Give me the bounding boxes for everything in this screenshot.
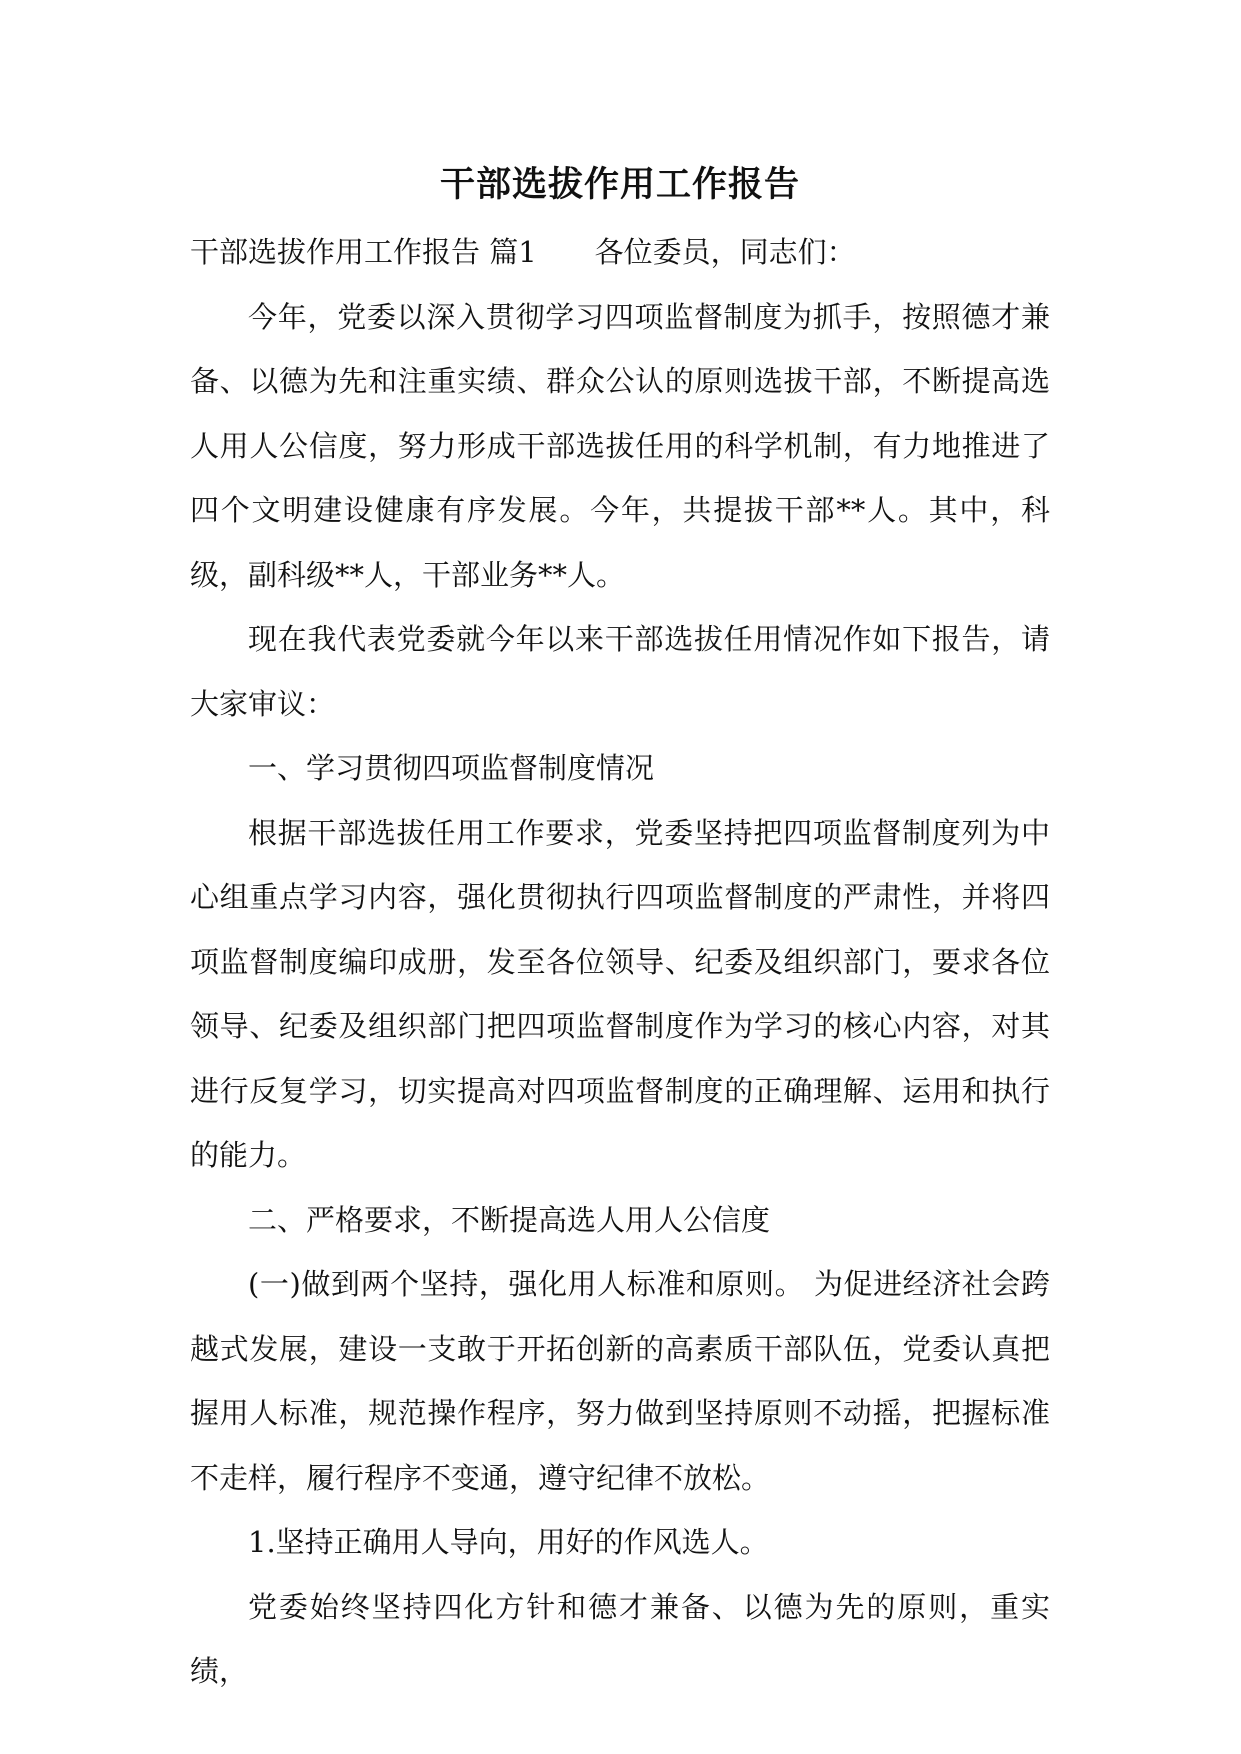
paragraph: 根据干部选拔任用工作要求，党委坚持把四项监督制度列为中心组重点学习内容，强化贯彻执行四项监督制度的严肃性，并将四项监督制度编印成册，发至各位领导、纪委及组织部门，要求各位领导、纪委及组织部门把四项监督制度作为学习的核心内容，对其进行反复学习，切实提高对四项监督制度的正确理解、运用和执行的能力。 (190, 815, 1050, 1172)
section-heading: 干部选拔作用工作报告 篇1 (190, 235, 537, 269)
subsection-heading: 1.坚持正确用人导向，用好的作风选人。 (248, 1525, 769, 1559)
paragraph: 今年，党委以深入贯彻学习四项监督制度为抓手，按照德才兼备、以德为先和注重实绩、群众公认的原则选拔干部，不断提高选人用人公信度，努力形成干部选拔任用的科学机制，有力地推进了四个文明建设健康有序发展。今年，共提拔干部**人。其中，科级，副科级**人，干部业务**人。 (190, 299, 1050, 592)
document-title: 干部选拔作用工作报告 (439, 164, 800, 205)
paragraph: 现在我代表党委就今年以来干部选拔任用情况作如下报告，请大家审议： (190, 622, 1050, 721)
paragraph: (一)做到两个坚持，强化用人标准和原则。 为促进经济社会跨越式发展，建设一支敢于开拓创新的高素质干部队伍，党委认真把握用人标准，规范操作程序，努力做到坚持原则不动摇，把握标准不走样，履行程序不变通，遵守纪律不放松。 (190, 1267, 1050, 1495)
salutation: 各位委员，同志们： (594, 235, 856, 269)
section-heading: 一、学习贯彻四项监督制度情况 (248, 751, 655, 785)
document-page (190, 150, 1050, 1704)
opening-line (190, 220, 1050, 285)
section-heading: 二、严格要求，不断提高选人用人公信度 (248, 1202, 771, 1237)
paragraph: 党委始终坚持四化方针和德才兼备、以德为先的原则，重实绩， (190, 1589, 1050, 1688)
